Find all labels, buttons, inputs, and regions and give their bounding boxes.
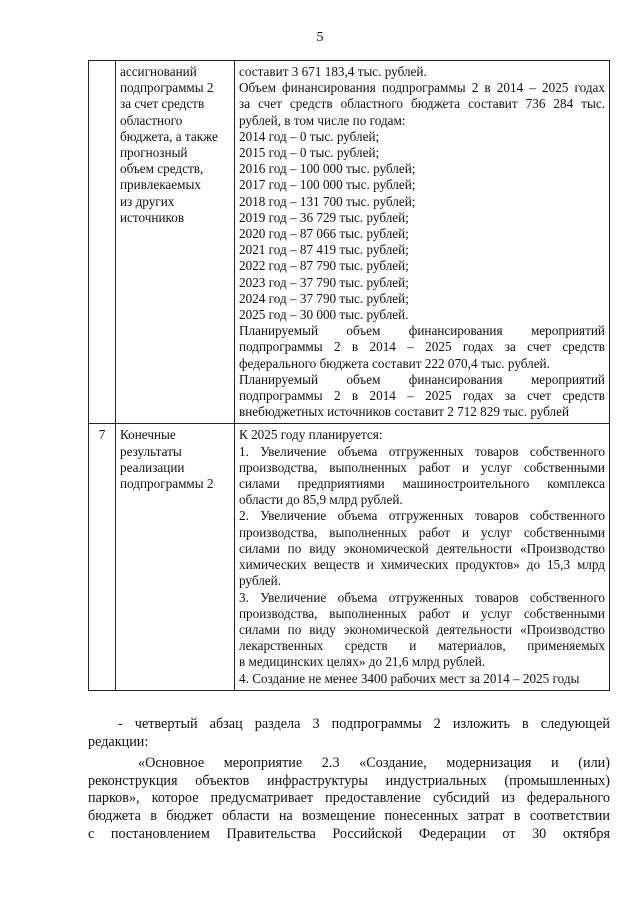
- label-line: подпрограммы 2: [120, 476, 214, 492]
- content-line: 2025 год – 30 000 тыс. рублей.: [239, 307, 409, 323]
- label-line: объем средств,: [120, 161, 204, 177]
- content-line: производства, выполненных работ и услуг собственными: [239, 605, 605, 621]
- body-line: бюджета в бюджет области на возмещение понесенных затрат в соответствии: [88, 807, 610, 824]
- label-line: результаты: [120, 443, 182, 459]
- row-number: 7: [89, 424, 116, 690]
- body-line: «Основное мероприятие 2.3 «Создание, модернизация и (или): [138, 755, 610, 772]
- content-line: 2. Увеличение объема отгруженных товаров собственного: [239, 508, 605, 524]
- program-passport-table: [88, 60, 610, 691]
- content-line: рублей, в том числе по годам:: [239, 112, 406, 128]
- content-line: 2018 год – 131 700 тыс. рублей;: [239, 193, 416, 209]
- content-line: Планируемый объем финансирования мероприятий: [239, 323, 605, 339]
- content-line: Объем финансирования подпрограммы 2 в 2014 – 2025 годах: [239, 80, 605, 96]
- content-line: 1. Увеличение объема отгруженных товаров собственного: [239, 443, 605, 459]
- content-line: 3. Увеличение объема отгруженных товаров собственного: [239, 589, 605, 605]
- content-line: составит 3 671 183,4 тыс. рублей.: [239, 64, 427, 79]
- label-line: из других: [120, 193, 175, 209]
- content-line: подпрограммы 2 в 2014 – 2025 годах за счет средств: [239, 339, 605, 355]
- content-line: за счет средств областного бюджета составит 736 284 тыс.: [239, 96, 605, 112]
- content-line: 2024 год – 37 790 тыс. рублей;: [239, 290, 409, 306]
- body-line: - четвертый абзац раздела 3 подпрограммы 2 изложить в следующей: [118, 716, 610, 732]
- page-number: 5: [316, 30, 324, 45]
- table-row: [89, 61, 610, 424]
- label-line: бюджета, а также: [120, 128, 218, 144]
- label-line: областного: [120, 112, 183, 128]
- content-line: К 2025 году планируется:: [239, 427, 383, 443]
- row-number: [89, 61, 116, 424]
- content-line: 2015 год – 0 тыс. рублей;: [239, 145, 380, 161]
- content-line: силами по виду экономической деятельности «Производство: [239, 621, 605, 637]
- label-line: ассигнований: [120, 64, 197, 79]
- content-line: Планируемый объем финансирования мероприятий: [239, 371, 605, 387]
- content-line: силами предприятиями машиностроительного комплекса: [239, 476, 605, 492]
- row-content: [235, 424, 610, 690]
- label-line: источников: [120, 209, 185, 225]
- label-line: Конечные: [120, 427, 176, 443]
- content-line: 2022 год – 87 790 тыс. рублей;: [239, 258, 409, 274]
- content-line: производства, выполненных работ и услуг собственными: [239, 524, 605, 540]
- content-line: производства, выполненных работ и услуг собственными: [239, 459, 605, 475]
- label-line: реализации: [120, 459, 185, 475]
- content-line: в медицинских целях» до 21,6 млрд рублей.: [239, 654, 486, 670]
- content-line: 2020 год – 87 066 тыс. рублей;: [239, 226, 409, 242]
- content-line: лекарственных средств и материалов, применяемых: [239, 638, 605, 654]
- content-line: области до 85,9 млрд рублей.: [239, 492, 403, 508]
- row-content: [235, 61, 610, 424]
- content-line: 2014 год – 0 тыс. рублей;: [239, 128, 380, 144]
- content-line: подпрограммы 2 в 2014 – 2025 годах за счет средств: [239, 388, 605, 404]
- content-line: федерального бюджета составит 222 070,4 тыс. рублей.: [239, 355, 550, 371]
- body-line: редакции:: [88, 733, 149, 750]
- table-row: [89, 424, 610, 690]
- content-line: 4. Создание не менее 3400 рабочих мест за 2014 – 2025 годы: [239, 670, 580, 686]
- content-line: 2017 год – 100 000 тыс. рублей;: [239, 177, 416, 193]
- body-line: парков», которое предусматривает предоставление субсидий из федерального: [88, 790, 610, 807]
- content-line: 2021 год – 87 419 тыс. рублей;: [239, 242, 409, 258]
- label-line: подпрограммы 2: [120, 80, 214, 96]
- content-line: рублей.: [239, 573, 282, 589]
- content-line: 2019 год – 36 729 тыс. рублей;: [239, 209, 409, 225]
- content-line: 2023 год – 37 790 тыс. рублей;: [239, 274, 409, 290]
- content-line: внебюджетных источников составит 2 712 829 тыс. рублей: [239, 404, 570, 420]
- label-line: за счет средств: [120, 96, 205, 112]
- content-line: 2016 год – 100 000 тыс. рублей;: [239, 161, 416, 177]
- content-line: химических веществ и химических продуктов» до 15,3 млрд: [239, 557, 605, 573]
- body-line: с постановлением Правительства Российской Федерации от 30 октября: [88, 825, 610, 842]
- body-text: [88, 716, 610, 843]
- label-line: прогнозный: [120, 145, 188, 161]
- content-line: силами по виду экономической деятельности «Производство: [239, 540, 605, 556]
- row-label: [116, 61, 235, 424]
- body-line: реконструкция объектов инфраструктуры индустриальных (промышленных): [88, 772, 610, 789]
- row-label: [116, 424, 235, 690]
- label-line: привлекаемых: [120, 177, 201, 193]
